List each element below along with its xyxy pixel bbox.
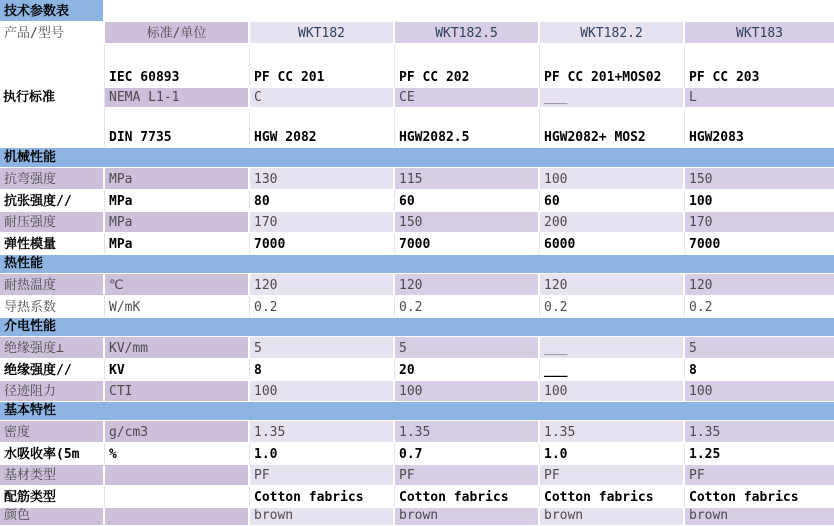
value-cell: 5 [250,337,395,358]
value-cell: Cotton fabrics [395,486,540,507]
standard-value-cell: PF CC 202 [395,44,540,87]
unit-cell: MPa [105,233,250,254]
param-label-cell: 基材类型 [0,465,105,485]
standards-label: 执行标准 [0,44,105,148]
value-cell: 100 [685,190,834,211]
value-cell: brown [395,508,540,525]
section-band [0,255,834,274]
value-cell: ___ [540,337,685,358]
product-column-header: WKT183 [685,22,834,43]
unit-cell: KV [105,359,250,380]
value-cell: 6000 [540,233,685,254]
value-cell: 80 [250,190,395,211]
title-filler [105,0,834,21]
value-cell: 170 [685,212,834,232]
standard-value-cell: PF CC 201 [250,44,395,87]
unit-cell: ℃ [105,274,250,295]
param-label-cell: 耐热温度 [0,274,105,295]
param-label-cell: 导热系数 [0,296,105,317]
value-cell: brown [540,508,685,525]
section-band [0,318,834,337]
title-row [0,0,834,22]
standard-value-cell: PF CC 203 [685,44,834,87]
value-cell: 130 [250,168,395,189]
product-column-header: WKT182.2 [540,22,685,43]
unit-cell: CTI [105,381,250,401]
value-cell: 1.0 [540,443,685,464]
value-cell: 0.2 [250,296,395,317]
value-cell: ___ [540,359,685,380]
value-cell: 0.7 [395,443,540,464]
value-cell: 120 [250,274,395,295]
value-cell: 5 [685,337,834,358]
data-row [0,421,834,443]
value-cell: brown [685,508,834,525]
section-band [0,402,834,421]
standard-value-cell: ___ [540,88,685,107]
data-row [0,443,834,465]
standard-value-cell: PF CC 201+MOS02 [540,44,685,87]
standard-body-cell: NEMA L1-1 [105,88,250,107]
data-row [0,274,834,296]
param-label-cell: 颜色 [0,508,105,525]
standard-value-cell: HGW2082.5 [395,108,540,147]
standard-value-cell: C [250,88,395,107]
product-column-header: WKT182.5 [395,22,540,43]
standard-body-cell: IEC 60893 [105,44,250,87]
unit-cell [105,486,250,507]
value-cell: 150 [685,168,834,189]
standards-row [105,44,834,88]
value-cell: Cotton fabrics [540,486,685,507]
unit-column-header: 标准/单位 [105,22,250,43]
data-row [0,296,834,318]
standard-value-cell: L [685,88,834,107]
table-title: 技术参数表 [0,0,105,21]
value-cell: 200 [540,212,685,232]
value-cell: PF [685,465,834,485]
data-row [0,190,834,212]
unit-cell: MPa [105,168,250,189]
value-cell: 0.2 [685,296,834,317]
value-cell: 100 [250,381,395,401]
value-cell: 8 [250,359,395,380]
value-cell: 115 [395,168,540,189]
standard-value-cell: HGW2082+ MOS2 [540,108,685,147]
data-row [0,168,834,190]
value-cell: PF [395,465,540,485]
value-cell: 60 [395,190,540,211]
value-cell: 1.35 [540,421,685,442]
value-cell: 5 [395,337,540,358]
unit-cell: KV/mm [105,337,250,358]
section-title: 介电性能 [0,318,834,336]
value-cell: 100 [395,381,540,401]
standards-block [0,44,834,148]
param-label-cell: 抗张强度// [0,190,105,211]
data-row [0,359,834,381]
data-row [0,337,834,359]
value-cell: 1.25 [685,443,834,464]
section-title: 机械性能 [0,148,834,167]
value-cell: 1.0 [250,443,395,464]
value-cell: 1.35 [395,421,540,442]
standards-row [105,108,834,148]
value-cell: 1.35 [685,421,834,442]
value-cell: 120 [395,274,540,295]
param-label-cell: 抗弯强度 [0,168,105,189]
data-row [0,212,834,233]
value-cell: 100 [540,381,685,401]
param-label-cell: 密度 [0,421,105,442]
value-cell: 0.2 [540,296,685,317]
row-label-header: 产品/型号 [0,22,105,43]
standard-value-cell: HGW2083 [685,108,834,147]
value-cell: 120 [685,274,834,295]
standards-row [105,88,834,108]
value-cell: 60 [540,190,685,211]
section-title: 基本特性 [0,402,834,420]
value-cell: 170 [250,212,395,232]
unit-cell [105,508,250,525]
product-header-row [0,22,834,44]
param-label-cell: 径迹阻力 [0,381,105,401]
unit-cell: % [105,443,250,464]
data-row [0,465,834,486]
value-cell: 100 [685,381,834,401]
section-title: 热性能 [0,255,834,273]
param-label-cell: 绝缘强度⊥ [0,337,105,358]
value-cell: 8 [685,359,834,380]
unit-cell [105,465,250,485]
standards-rows [105,44,834,148]
value-cell: brown [250,508,395,525]
standard-value-cell: HGW 2082 [250,108,395,147]
unit-cell: g/cm3 [105,421,250,442]
data-row [0,381,834,402]
value-cell: 7000 [250,233,395,254]
value-cell: PF [540,465,685,485]
standard-body-cell: DIN 7735 [105,108,250,147]
value-cell: 0.2 [395,296,540,317]
unit-cell: W/mK [105,296,250,317]
value-cell: Cotton fabrics [250,486,395,507]
value-cell: 1.35 [250,421,395,442]
value-cell: Cotton fabrics [685,486,834,507]
data-row [0,233,834,255]
param-label-cell: 水吸收率(5m [0,443,105,464]
value-cell: PF [250,465,395,485]
param-label-cell: 弹性模量 [0,233,105,254]
section-band [0,148,834,168]
value-cell: 120 [540,274,685,295]
standard-value-cell: CE [395,88,540,107]
param-label-cell: 配筋类型 [0,486,105,507]
value-cell: 150 [395,212,540,232]
data-row [0,508,834,526]
data-row [0,486,834,508]
param-label-cell: 耐压强度 [0,212,105,232]
param-label-cell: 绝缘强度// [0,359,105,380]
unit-cell: MPa [105,190,250,211]
product-column-header: WKT182 [250,22,395,43]
value-cell: 20 [395,359,540,380]
value-cell: 100 [540,168,685,189]
value-cell: 7000 [395,233,540,254]
unit-cell: MPa [105,212,250,232]
value-cell: 7000 [685,233,834,254]
